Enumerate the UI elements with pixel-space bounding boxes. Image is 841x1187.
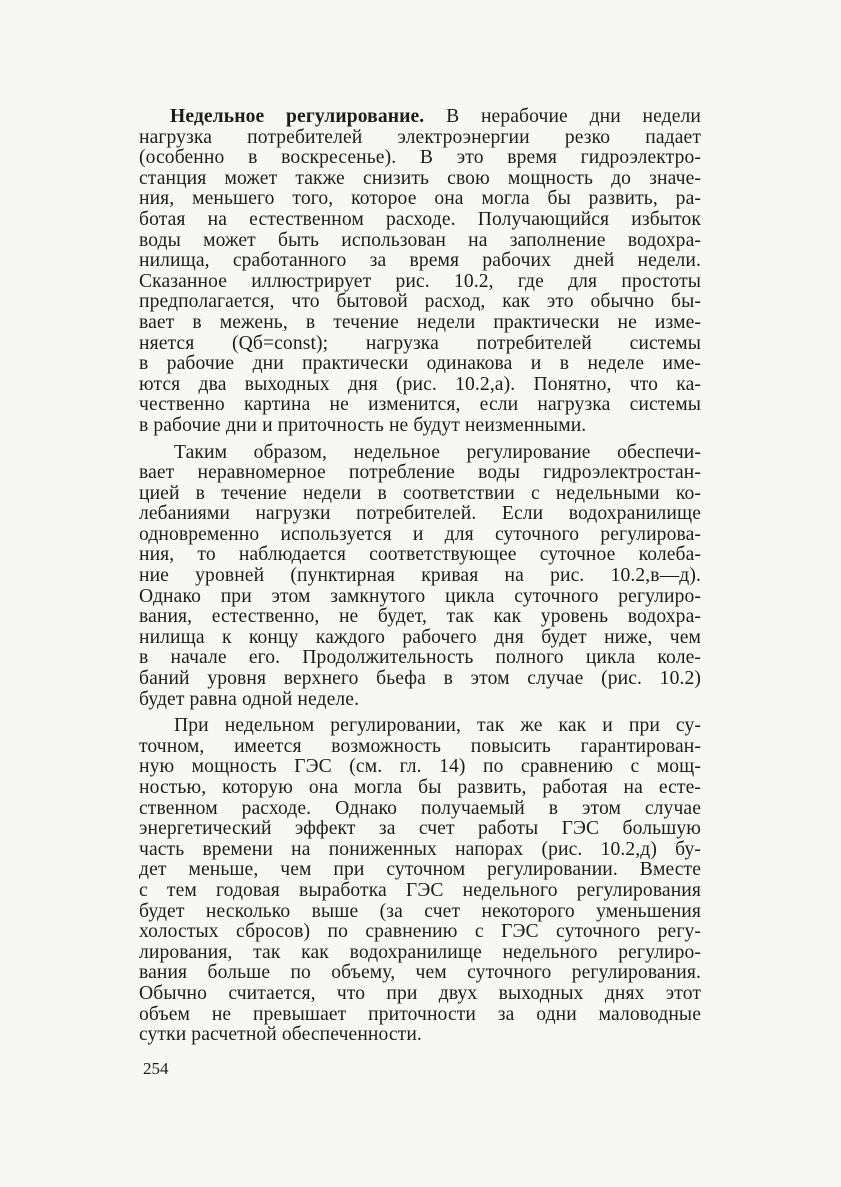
text-line: Таким образом, недельное регулирование обеспечи- [174,441,701,463]
text-line: ную мощность ГЭС (см. гл. 14) по сравнению с мощ- [139,756,701,778]
text-line: нилища к концу каждого рабочего дня будет ниже, чем [139,626,701,648]
text-line: объем не превышает приточности за одни маловодные [139,1003,701,1025]
text-line: лирования, так как водохранилище недельного регулиро- [139,941,701,963]
text-line: вания больше по объему, чем суточного регулирования. [139,962,701,984]
text-line: энергетический эффект за счет работы ГЭС большую [139,818,701,840]
text-line [139,107,701,128]
text-line: воды может быть использован на заполнение водохра- [139,229,701,251]
text-line: При недельном регулировании, так же как и при су- [174,715,701,737]
page-number: 254 [143,1059,169,1078]
text-line: ботая на естественном расходе. Получающийся избыток [139,208,701,230]
text-line: в рабочие дни практически одинакова и в неделе име- [139,353,701,375]
text-line: чественно картина не изменится, если нагрузка системы [139,394,701,416]
text-line: лебаниями нагрузки потребителей. Если водохранилище [139,503,701,525]
text-line: точном, имеется возможность повысить гарантирован- [139,735,701,757]
paragraph-2 [139,443,701,711]
text-line: одновременно используется и для суточного регулирова- [139,523,701,545]
text-line: в рабочие дни и приточность не будут неизменными. [139,414,587,436]
text-line: (особенно в воскресенье). В это время гидроэлектро- [139,147,701,169]
paragraph-1 [139,107,701,437]
text-line: ственном расходе. Однако получаемый в этом случае [139,797,701,819]
text-line: нагрузка потребителей электроэнергии резко падает [139,126,701,148]
text-line: сутки расчетной обеспеченности. [139,1024,422,1046]
text-line: с тем годовая выработка ГЭС недельного регулирования [139,879,701,901]
text-line: ния, то наблюдается соответствующее суточное колеба- [139,544,701,566]
text-line: в начале его. Продолжительность полного цикла коле- [139,647,701,669]
text-line: будет равна одной неделе. [139,688,360,710]
text-line: ностью, которую она могла бы развить, работая на есте- [139,777,701,798]
text-line: нилища, сработанного за время рабочих дней недели. [139,250,701,272]
text-block [139,107,701,1046]
text-line: Сказанное иллюстрирует рис. 10.2, где для простоты [139,270,701,292]
text-line: баний уровня верхнего бьефа в этом случае (рис. 10.2) [139,668,701,690]
text-line: вания, естественно, не будет, так как уровень водохра- [139,606,701,628]
paragraph-3 [139,716,701,1046]
text-line: часть времени на пониженных напорах (рис. 10.2,д) бу- [139,838,701,860]
text-line: дет меньше, чем при суточном регулировании. Вместе [139,859,701,881]
text-line: будет несколько выше (за счет некоторого уменьшения [139,900,701,922]
text-line: холостых сбросов) по сравнению с ГЭС суточного регу- [139,921,701,943]
text-line: Обычно считается, что при двух выходных днях этот [139,982,701,1004]
text-line: ния, меньшего того, которое она могла бы развить, ра- [139,188,701,210]
text-line: Однако при этом замкнутого цикла суточного регулиро- [139,585,701,607]
text-line: ются два выходных дня (рис. 10.2,а). Понятно, что ка- [139,373,701,395]
text-line: вает неравномерное потребление воды гидроэлектростан- [139,462,701,484]
text-line: вает в межень, в течение недели практически не изме- [139,311,701,333]
text-line: няется (Qб=const); нагрузка потребителей системы [139,332,701,354]
text-line-content: В нерабочие дни недели [446,106,702,127]
text-line: предполагается, что бытовой расход, как это обычно бы- [139,291,701,313]
section-heading: Недельное регулирование. [170,106,425,127]
text-line: ние уровней (пунктирная кривая на рис. 10.2,в—д). [139,565,701,587]
text-line: цией в течение недели в соответствии с недельными ко- [139,482,701,504]
text-line: станция может также снизить свою мощность до значе- [139,167,701,189]
